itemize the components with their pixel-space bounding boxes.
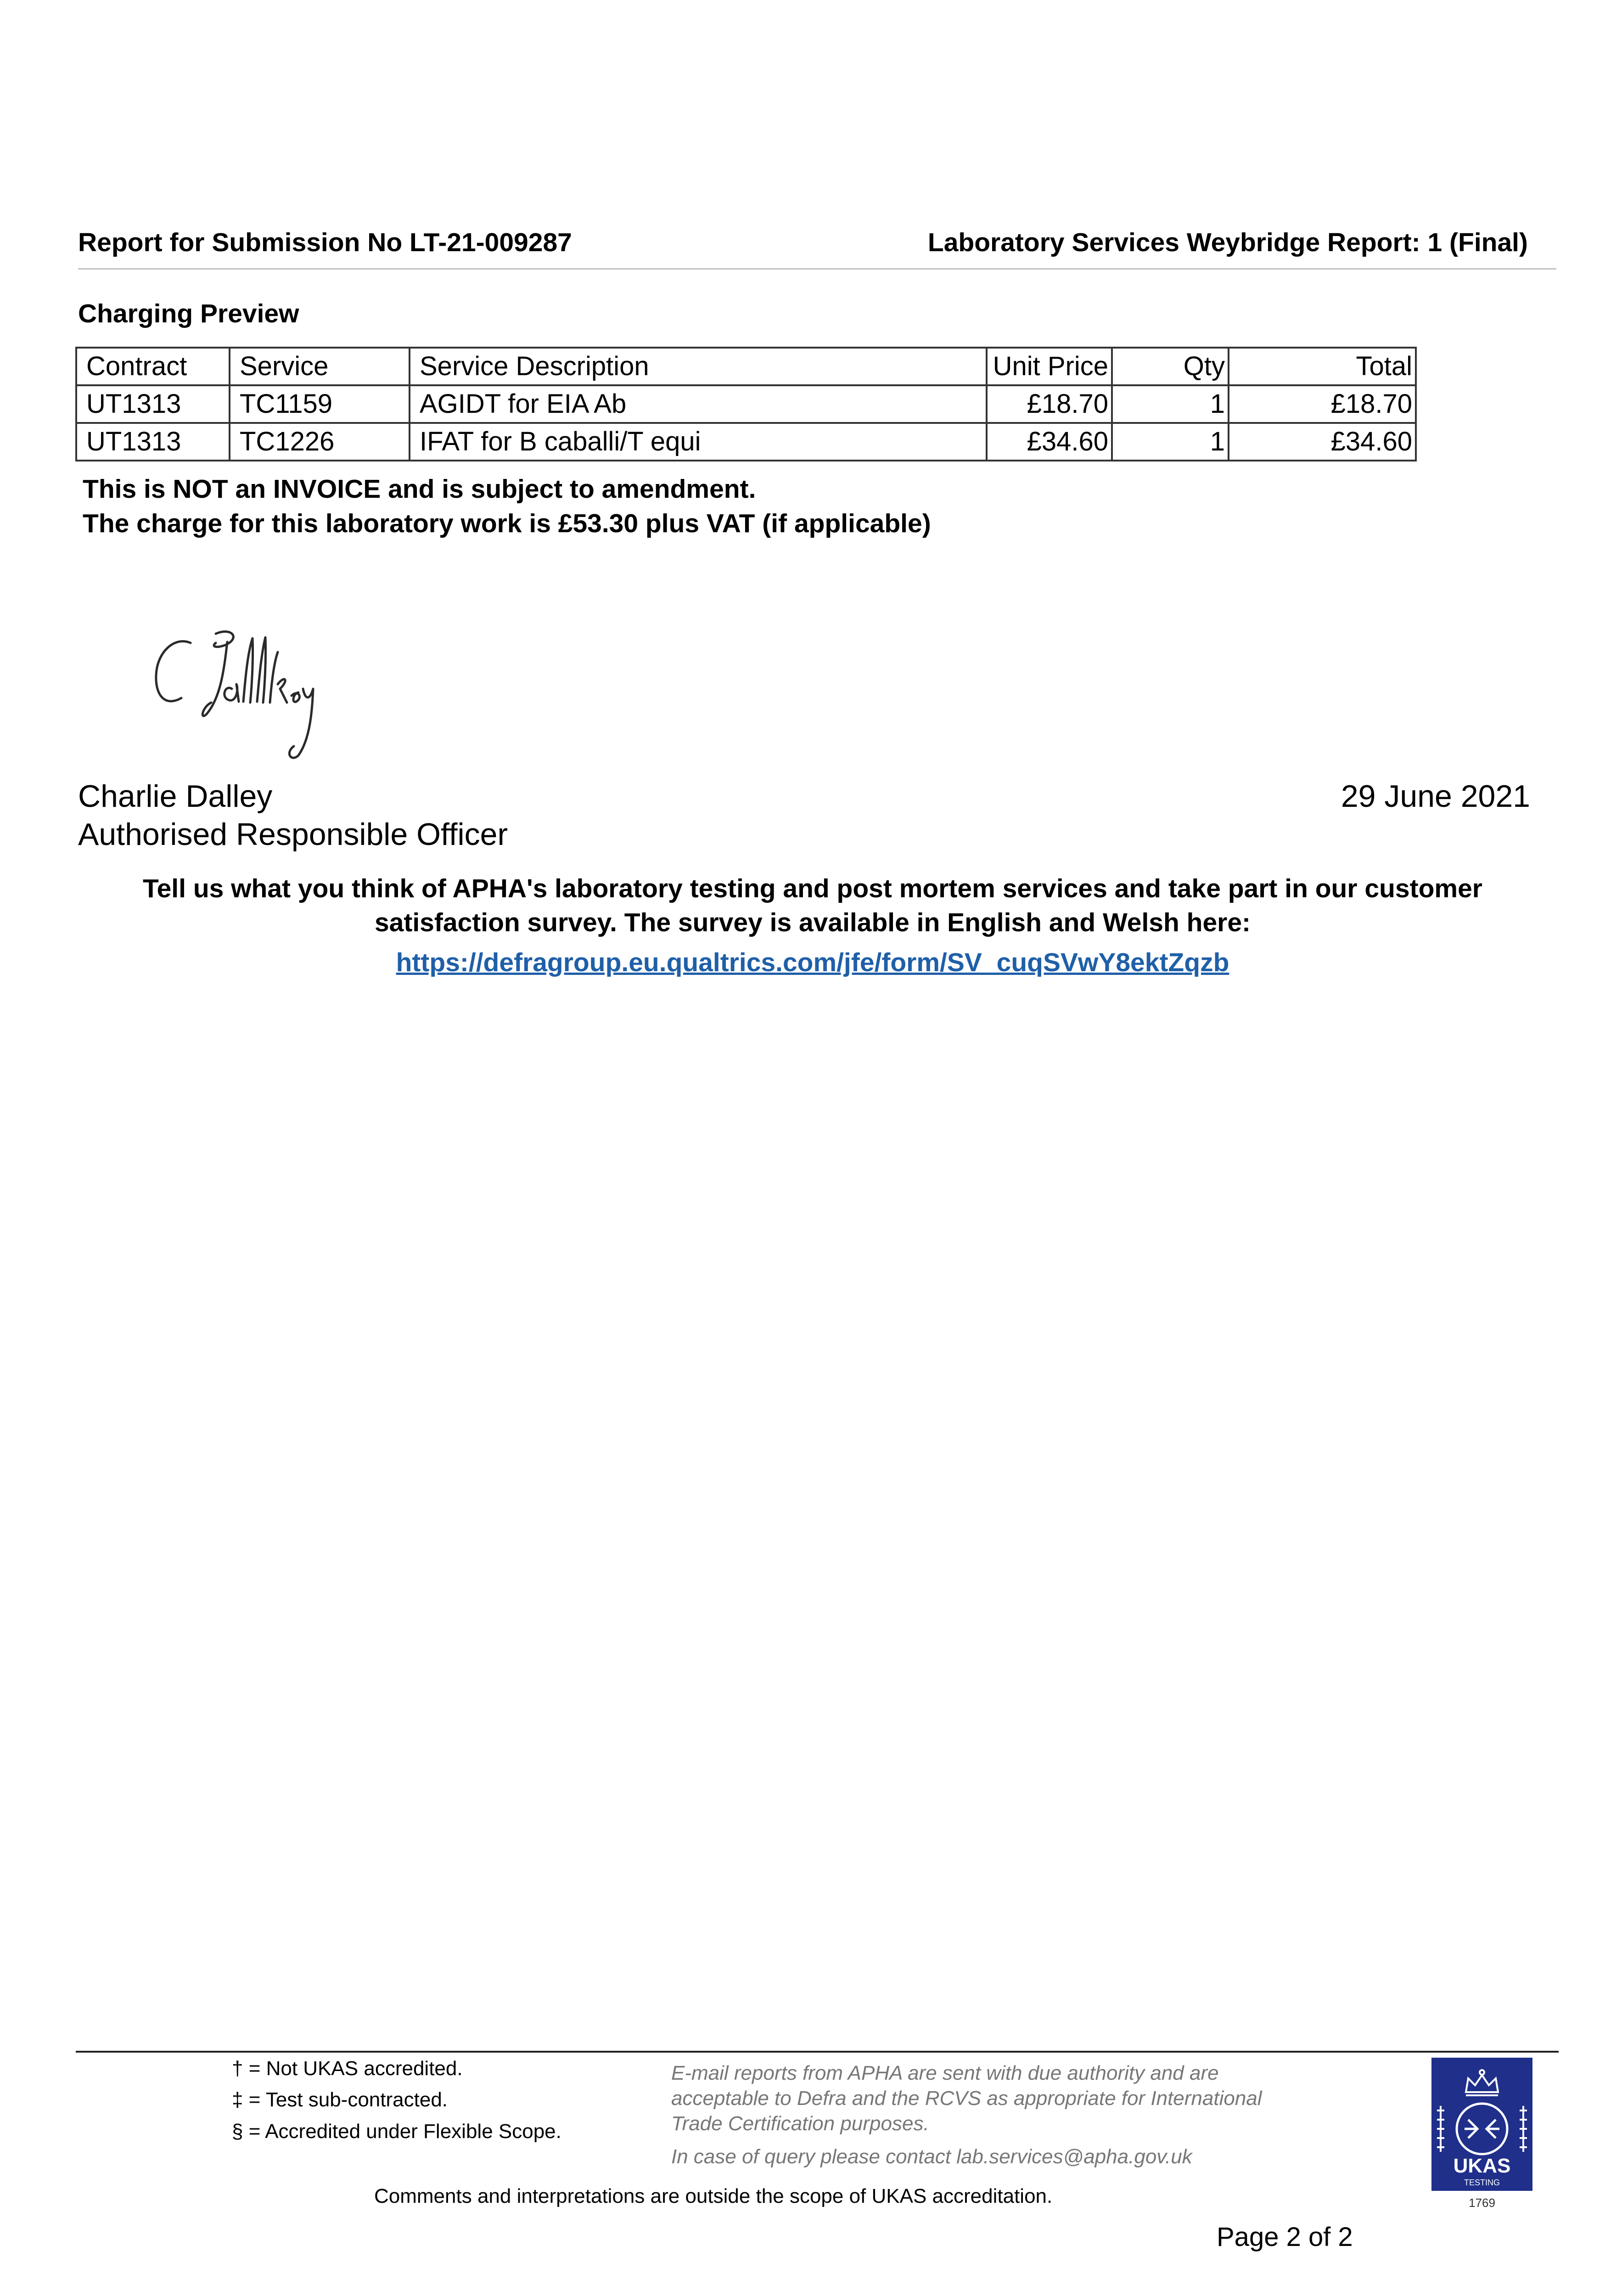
cell-unit-price: £18.70: [987, 385, 1112, 423]
page-number: Page 2 of 2: [1217, 2222, 1353, 2252]
signer-role: Authorised Responsible Officer: [78, 817, 508, 852]
cell-total: £18.70: [1229, 385, 1416, 423]
column-header-service: Service: [230, 348, 410, 385]
cell-service-description: IFAT for B caballi/T equi: [410, 423, 987, 461]
legend-not-ukas: † = Not UKAS accredited.: [232, 2057, 463, 2080]
header-divider: [78, 268, 1556, 270]
ukas-logo-number: 1769: [1469, 2196, 1495, 2210]
column-header-contract: Contract: [76, 348, 230, 385]
table-header-row: [76, 348, 1416, 385]
column-header-unit-price: Unit Price: [987, 348, 1112, 385]
report-lab-title: Laboratory Services Weybridge Report: 1 (Final): [927, 228, 1528, 257]
email-disclaimer-line: acceptable to Defra and the RCVS as appropriate for International: [671, 2087, 1262, 2110]
not-invoice-note: This is NOT an INVOICE and is subject to amendment.: [83, 474, 756, 504]
cell-service-description: AGIDT for EIA Ab: [410, 385, 987, 423]
report-submission-title: Report for Submission No LT-21-009287: [78, 228, 572, 257]
cell-qty: 1: [1112, 385, 1229, 423]
survey-invitation: [78, 872, 1547, 940]
footer-divider: [76, 2051, 1559, 2053]
query-contact-line: In case of query please contact lab.services@apha.gov.uk: [671, 2145, 1192, 2168]
cell-qty: 1: [1112, 423, 1229, 461]
column-header-service-description: Service Description: [410, 348, 987, 385]
cell-total: £34.60: [1229, 423, 1416, 461]
signature-date: 29 June 2021: [1341, 779, 1530, 814]
column-header-qty: Qty: [1112, 348, 1229, 385]
cell-contract: UT1313: [76, 423, 230, 461]
table-row: [76, 385, 1416, 423]
charge-total-note: The charge for this laboratory work is £53.30 plus VAT (if applicable): [83, 509, 931, 538]
handwritten-signature: [147, 620, 321, 762]
cell-unit-price: £34.60: [987, 423, 1112, 461]
charging-table: [75, 347, 1417, 461]
survey-line-2: satisfaction survey. The survey is available in English and Welsh here:: [374, 908, 1251, 937]
signer-name: Charlie Dalley: [78, 779, 273, 814]
ukas-logo: [1431, 2058, 1532, 2214]
survey-link[interactable]: https://defragroup.eu.qualtrics.com/jfe/form/SV_cuqSVwY8ektZqzb: [396, 948, 1229, 977]
cell-service: TC1226: [230, 423, 410, 461]
charging-preview-title: Charging Preview: [78, 299, 299, 328]
column-header-total: Total: [1229, 348, 1416, 385]
cell-contract: UT1313: [76, 385, 230, 423]
ukas-logo-text: UKAS: [1453, 2155, 1511, 2177]
legend-subcontracted: ‡ = Test sub-contracted.: [232, 2088, 448, 2111]
survey-line-1: Tell us what you think of APHA's laboratory testing and post mortem services and take part in our customer: [143, 874, 1482, 903]
ukas-scope-comment: Comments and interpretations are outside the scope of UKAS accreditation.: [374, 2185, 1053, 2207]
email-disclaimer-line: E-mail reports from APHA are sent with due authority and are: [671, 2062, 1219, 2084]
cell-service: TC1159: [230, 385, 410, 423]
email-disclaimer-line: Trade Certification purposes.: [671, 2112, 929, 2135]
ukas-logo-subtext: TESTING: [1464, 2178, 1500, 2187]
legend-flexible-scope: § = Accredited under Flexible Scope.: [232, 2120, 561, 2143]
table-row: [76, 423, 1416, 461]
